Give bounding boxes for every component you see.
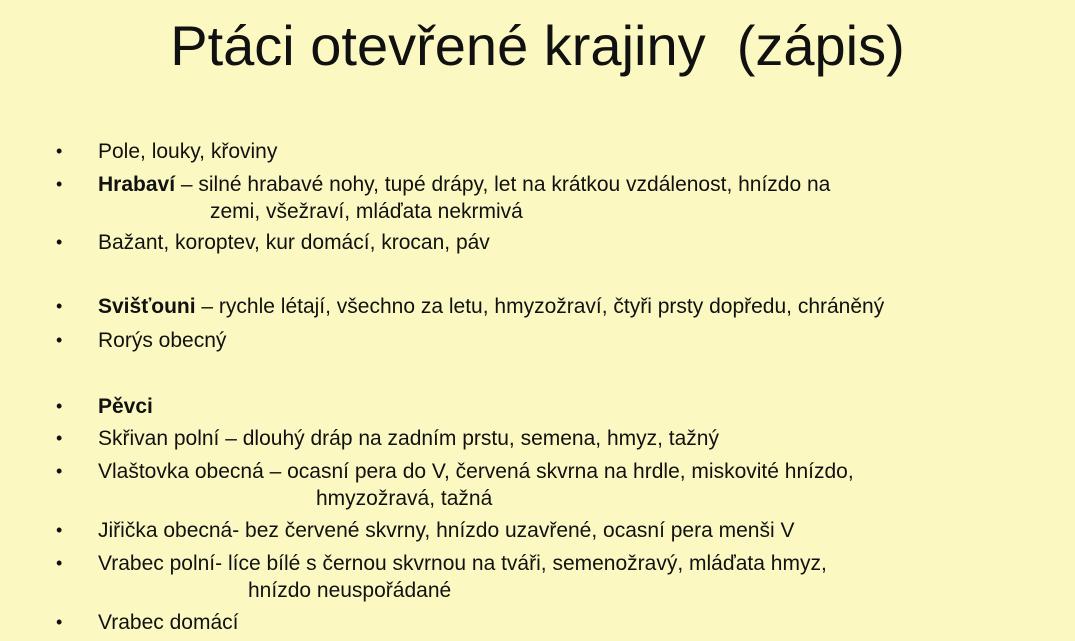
bullet-text xyxy=(98,458,854,485)
bullet-icon: • xyxy=(56,520,63,540)
bullet-continuation: zemi, všežraví, mláďata nekrmivá xyxy=(210,200,523,223)
bullet-body: Vrabec polní- líce bílé s černou skvrnou na tváři, semenožravý, mláďata hmyz, xyxy=(98,552,827,575)
bullet-body: Bažant, koroptev, kur domácí, krocan, páv xyxy=(98,231,490,254)
bullet-text xyxy=(98,171,830,198)
bullet-text xyxy=(98,425,719,452)
bullet-icon: • xyxy=(56,141,63,161)
bullet-text xyxy=(98,393,153,420)
bullet-text xyxy=(98,327,226,354)
bullet-body: Vlaštovka obecná – ocasní pera do V, červená skvrna na hrdle, miskovité hnízdo, xyxy=(98,460,854,483)
bullet-bold: Pěvci xyxy=(98,395,153,418)
bullet-continuation: hnízdo neuspořádané xyxy=(248,579,452,602)
bullet-body: Vrabec domácí xyxy=(98,611,239,634)
bullet-body: – rychle létají, všechno za letu, hmyzožraví, čtyři prsty dopředu, chráněný xyxy=(195,295,885,318)
bullet-body: Skřivan polní – dlouhý dráp na zadním prstu, semena, hmyz, tažný xyxy=(98,427,719,450)
bullet-bold: Hrabaví xyxy=(98,173,176,196)
bullet-body: Pole, louky, křoviny xyxy=(98,140,278,163)
bullet-text xyxy=(98,229,490,256)
bullet-bold: Svišťouni xyxy=(98,295,196,318)
bullet-body: – silné hrabavé nohy, tupé drápy, let na krátkou vzdálenost, hnízdo na xyxy=(175,173,831,196)
bullet-body: Rorýs obecný xyxy=(98,329,227,352)
bullet-text xyxy=(98,517,794,544)
bullet-icon: • xyxy=(56,612,63,632)
bullet-text xyxy=(98,550,827,577)
bullet-icon: • xyxy=(56,396,63,416)
bullet-text xyxy=(98,293,884,320)
bullet-icon: • xyxy=(56,330,63,350)
bullet-text xyxy=(98,138,277,165)
bullet-icon: • xyxy=(56,174,63,194)
bullet-continuation: hmyzožravá, tažná xyxy=(316,487,493,510)
bullet-icon: • xyxy=(56,232,63,252)
bullet-icon: • xyxy=(56,553,63,573)
slide-title: Ptáci otevřené krajiny (zápis) xyxy=(170,14,905,77)
bullet-text xyxy=(98,609,238,636)
bullet-body: Jiřička obecná- bez červené skvrny, hnízdo uzavřené, ocasní pera menši V xyxy=(98,519,795,542)
bullet-icon: • xyxy=(56,461,63,481)
bullet-icon: • xyxy=(56,428,63,448)
bullet-icon: • xyxy=(56,296,63,316)
